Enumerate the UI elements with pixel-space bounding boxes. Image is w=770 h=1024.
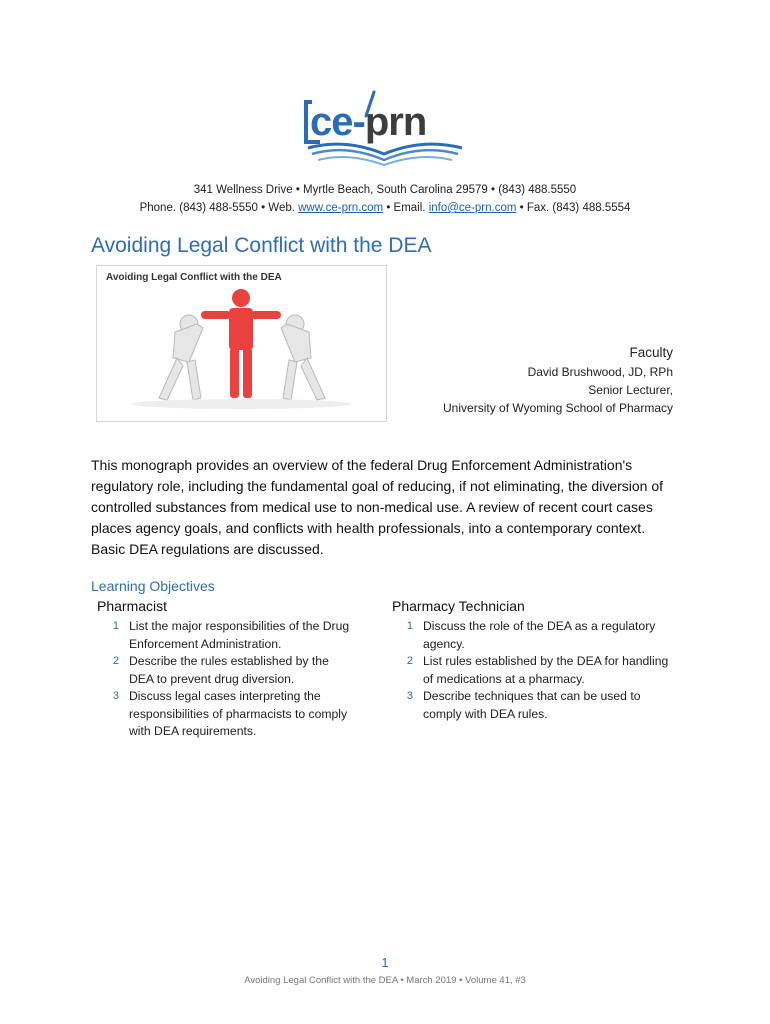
item-number: 2 <box>112 655 119 667</box>
email-link[interactable]: info@ce-prn.com <box>428 202 517 214</box>
item-number: 1 <box>112 620 119 632</box>
item-text: List rules established by the DEA for handling of medications at a pharmacy. <box>423 654 669 686</box>
item-text: Describe techniques that can be used to comply with DEA rules. <box>423 689 641 721</box>
logo-ce: ce <box>310 100 353 144</box>
email-label: • Email. <box>383 202 429 214</box>
item-text: Describe the rules established by the DEA to prevent drug diversion. <box>129 654 329 686</box>
list-item <box>105 618 355 653</box>
list-item <box>399 653 669 688</box>
faculty-role: Senior Lecturer, <box>588 383 673 397</box>
phone-text: Phone. (843) 488-5550 • Web. <box>139 202 299 214</box>
address-line: 341 Wellness Drive • Myrtle Beach, South Carolina 29579 • (843) 488.5550 <box>193 184 577 196</box>
logo-dash: - <box>352 100 365 144</box>
item-number: 1 <box>406 620 413 632</box>
item-text: Discuss the role of the DEA as a regulatory agency. <box>423 619 656 651</box>
list-item <box>399 688 669 723</box>
list-item <box>105 653 355 688</box>
item-text: Discuss legal cases interpreting the responsibilities of pharmacists to comply with DEA requirements. <box>129 689 348 738</box>
item-number: 2 <box>406 655 413 667</box>
list-item <box>399 618 669 653</box>
learning-objectives-heading: Learning Objectives <box>91 578 215 594</box>
list-item <box>105 688 355 741</box>
pharmacist-objectives <box>105 618 355 741</box>
page-footer: Avoiding Legal Conflict with the DEA • March 2019 • Volume 41, #3 <box>244 975 526 986</box>
technician-heading: Pharmacy Technician <box>392 598 525 614</box>
monograph-summary: This monograph provides an overview of the federal Drug Enforcement Administration's regulatory role, including the fundamental goal of reducing, if not eliminating, the diversion of controlled substances from medical use to non-medical use. A review of recent court cases places agency goals, and conflicts with health professionals, into a contemporary context. Basic DEA regulations are discussed. <box>91 457 664 557</box>
ce-prn-logo <box>300 90 470 168</box>
figures-illustration-icon <box>97 266 386 421</box>
illustration-caption: Avoiding Legal Conflict with the DEA <box>106 272 282 283</box>
item-text: List the major responsibilities of the Drug Enforcement Administration. <box>129 619 350 651</box>
logo-wordmark <box>310 102 426 142</box>
item-number: 3 <box>112 690 119 702</box>
item-number: 3 <box>406 690 413 702</box>
conflict-illustration <box>96 265 387 422</box>
page-number: 1 <box>381 955 389 970</box>
faculty-heading: Faculty <box>629 345 673 360</box>
logo-prn: prn <box>364 100 427 144</box>
pharmacist-heading: Pharmacist <box>97 598 168 614</box>
faculty-name: David Brushwood, JD, RPh <box>527 365 673 379</box>
contact-line <box>0 202 770 214</box>
faculty-affiliation: University of Wyoming School of Pharmacy <box>443 401 673 415</box>
document-title: Avoiding Legal Conflict with the DEA <box>91 234 432 257</box>
technician-objectives <box>399 618 669 723</box>
fax-text: • Fax. (843) 488.5554 <box>516 202 631 214</box>
website-link[interactable]: www.ce-prn.com <box>298 202 384 214</box>
